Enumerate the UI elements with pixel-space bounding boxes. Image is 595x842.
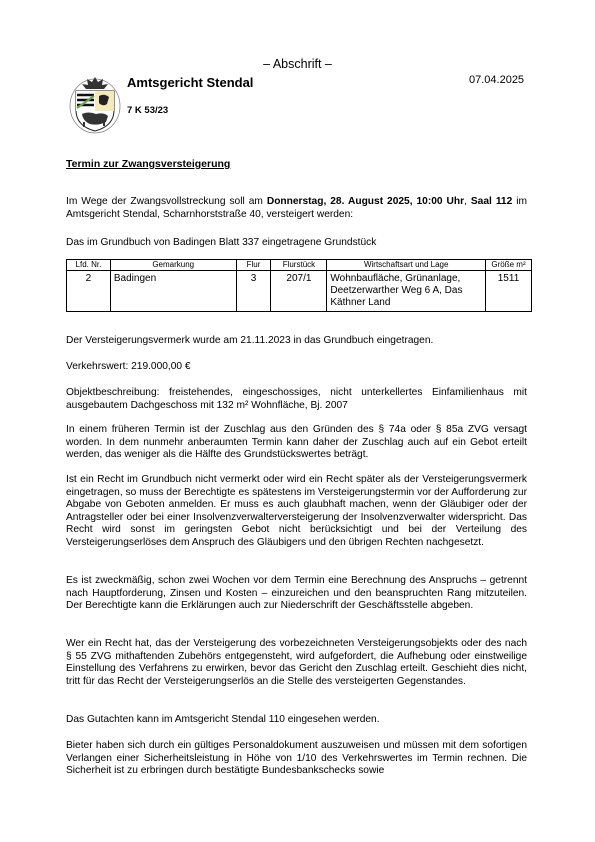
gutachten-paragraph: Das Gutachten kann im Amtsgericht Stendal 110 eingesehen werden. [66, 714, 380, 725]
auction-room: Saal 112 [470, 196, 513, 207]
file-number: 7 K 53/23 [127, 105, 169, 116]
intro-text-3: im Amtsgericht Stendal, Scharnhorststraße 40, versteigert werden: [66, 196, 527, 220]
grundbuch-paragraph: Das im Grundbuch von Badingen Blatt 337 eingetragene Grundstück [66, 237, 377, 248]
vermerk-paragraph: Der Versteigerungsvermerk wurde am 21.11.2023 in das Grundbuch eingetragen. [66, 335, 434, 346]
cell-groesse: 1511 [486, 271, 532, 312]
document-date: 07.04.2025 [469, 74, 525, 86]
document-title: Termin zur Zwangsversteigerung [66, 158, 231, 170]
header-flur: Flur [236, 260, 271, 271]
intro-paragraph [66, 196, 527, 221]
wer-paragraph: Wer ein Recht hat, das der Versteigerung des vorbezeichneten Versteigerungsobjekts oder des nach § 55 ZVG mithaftenden Zubehörs entgegensteht, wird aufgefordert, die Aufhebung oder einstweilige Einstellung des Verfahrens zu erwirken, bevor das Gericht den Zuschlag erteilt. Geschieht dies nicht, tritt für das Recht der Versteigerungserlös an die Stelle des versteigerten Gegenstandes. [66, 638, 527, 687]
cell-lfd-nr: 2 [67, 271, 111, 312]
frueher-paragraph: In einem früheren Termin ist der Zuschlag aus den Gründen des § 74a oder § 85a ZVG versagt worden. In dem nunmehr anberaumten Termin kann daher der Zuschlag auch auf ein Gebot erteilt werden, das weniger als die Hälfte des Grundstückswertes beträgt. [66, 424, 527, 461]
header-wirtschaftsart: Wirtschaftsart und Lage [327, 260, 486, 271]
header-flurstueck: Flurstück [271, 260, 327, 271]
verkehrswert-paragraph: Verkehrswert: 219.000,00 € [66, 361, 191, 372]
objekt-paragraph: Objektbeschreibung: freistehendes, eingeschossiges, nicht unterkellertes Einfamilienhaus mit ausgebautem Dachgeschoss mit 132 m² Wohnfläche, Bj. 2007 [66, 387, 527, 411]
cell-flur: 3 [236, 271, 271, 312]
cell-flurstueck: 207/1 [271, 271, 327, 312]
intro-text-2: , [464, 196, 471, 207]
bieter-paragraph: Bieter haben sich durch ein gültiges Personaldokument auszuweisen und müssen mit dem sofortigen Verlangen einer Sicherheitsleistung in Höhe von 1/10 des Verkehrswertes im Termin rechnen. Die Sicherheit ist zu erbringen durch bestätigte Bundesbankschecks sowie [66, 740, 527, 777]
header-gemarkung: Gemarkung [110, 260, 236, 271]
table-row [67, 271, 532, 312]
cell-wirtschaftsart: Wohnbaufläche, Grünanlage, Deetzerwarther Weg 6 A, Das Käthner Land [327, 271, 486, 312]
header-lfd-nr: Lfd. Nr. [67, 260, 111, 271]
table-header-row [67, 260, 532, 271]
cell-gemarkung: Badingen [110, 271, 236, 312]
coat-of-arms-icon [68, 74, 122, 134]
recht-paragraph: Ist ein Recht im Grundbuch nicht vermerkt oder wird ein Recht später als der Versteigerungsvermerk eingetragen, so muss der Berechtigte es spätestens im Versteigerungstermin vor der Aufforderung zur Abgabe von Geboten anmelden. Er muss es auch glaubhaft machen, wenn der Gläubiger oder der Antragsteller oder bei einer Insolvenzverwalterversteigerung der Insolvenzverwalter widerspricht. Das Recht wird sonst im geringsten Gebot nicht berücksichtigt und bei der Verteilung des Versteigerungserlöses dem Anspruch des Gläubigers und den übrigen Rechten nachgesetzt. [66, 474, 527, 548]
header-groesse: Größe m² [486, 260, 532, 271]
copy-mark: – Abschrift – [263, 57, 332, 71]
auction-date: Donnerstag, 28. August 2025, 10:00 Uhr [266, 196, 465, 207]
court-name: Amtsgericht Stendal [127, 75, 254, 90]
intro-text-1: Im Wege der Zwangsvollstreckung soll am [66, 196, 267, 207]
property-table [66, 259, 532, 312]
zweckmaessig-paragraph: Es ist zweckmäßig, schon zwei Wochen vor dem Termin eine Berechnung des Anspruchs – getrennt nach Hauptforderung, Zinsen und Kosten – einzureichen und den beanspruchten Rang mitzuteilen. Der Berechtigte kann die Erklärungen auch zur Niederschrift der Geschäftsstelle abgeben. [66, 575, 527, 612]
